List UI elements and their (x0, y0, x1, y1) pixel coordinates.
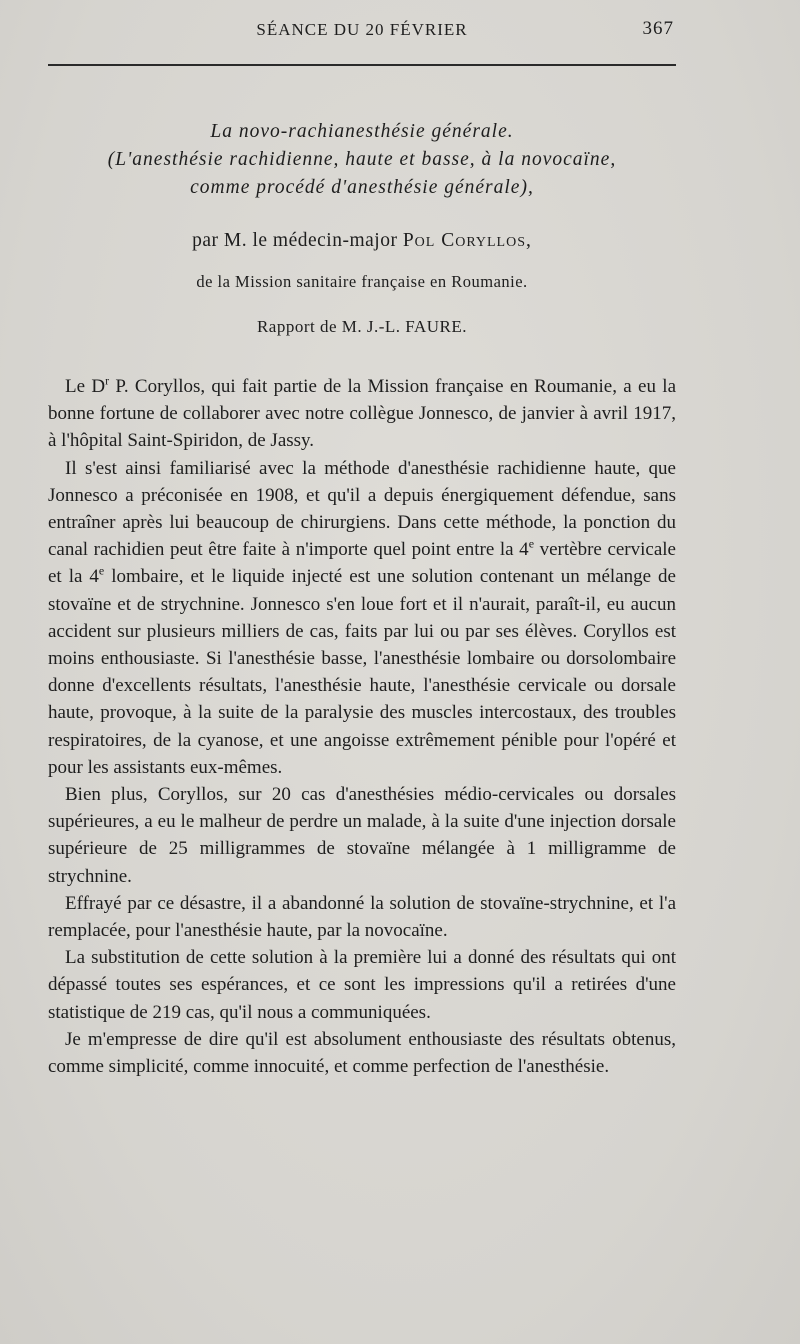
affiliation: de la Mission sanitaire française en Roumanie. (196, 272, 528, 291)
paragraph-6: Je m'empresse de dire qu'il est absolument enthousiaste des résultats obtenus, comme simplicité, comme innocuité, et comme perfection de l'anesthésie. (48, 1028, 676, 1078)
paragraph-1 (48, 373, 676, 455)
page-number: 367 (642, 18, 674, 39)
header-rule (48, 64, 676, 66)
p1-before: Le D (65, 376, 106, 397)
p2-part2: vertèbre cervicale et la 4 (48, 539, 676, 588)
running-title: SÉANCE DU 20 FÉVRIER (256, 20, 468, 39)
p2-sup1: e (528, 536, 535, 551)
title-line-1: La novo-rachianesthésie générale. (210, 121, 514, 142)
author-name: Pol Coryllos, (402, 230, 532, 251)
paragraph-4: Effrayé par ce désastre, il a abandonné la solution de stovaïne-strychnine, et l'a remplacée, pour l'anesthésie haute, par la novocaïne. (48, 892, 676, 942)
author-prefix: par M. le médecin-major (192, 230, 403, 251)
p1-sup: r (105, 373, 110, 388)
paragraph-2 (48, 455, 676, 781)
title-line-3: comme procédé d'anesthésie générale), (190, 177, 534, 198)
article-title (48, 118, 676, 202)
author-line (48, 230, 676, 252)
rapport-line: Rapport de M. J.-L. FAURE. (256, 317, 468, 336)
body-text (48, 373, 676, 1080)
p1-after: P. Coryllos, qui fait partie de la Mission française en Roumanie, a eu la bonne fortune de collaborer avec notre collègue Jonnesco, de janvier à avril 1917, à l'hôpital Saint-Spiridon, de Jassy. (48, 376, 677, 452)
running-header (48, 18, 676, 46)
paragraph-3: Bien plus, Coryllos, sur 20 cas d'anesthésies médio-cervicales ou dorsales supérieures, a eu le malheur de perdre un malade, à la suite d'une injection dorsale supérieure de 25 milligrammes de stovaïne mélangée à 1 milligramme de strychnine. (48, 784, 676, 887)
title-line-2: (L'anesthésie rachidienne, haute et basse, à la novocaïne, (107, 149, 617, 170)
paragraph-5: La substitution de cette solution à la première lui a donné des résultats qui ont dépassé toutes ses espérances, et ce sont les impressions qu'il a retirées d'une statistique de 219 cas, qu'il nous a communiquées. (48, 947, 676, 1023)
p2-sup2: e (98, 564, 105, 579)
p2-part3: lombaire, et le liquide injecté est une solution contenant un mélange de stovaïne et de strychnine. Jonnesco s'en loue fort et il n'aurait, paraît-il, eu aucun accident sur plusieurs milliers de cas, faits par lui ou par ses élèves. Coryllos est moins enthousiaste. Si l'anesthésie basse, l'anesthésie lombaire ou dorsolombaire donne d'excellents résultats, l'anesthésie haute, l'anesthésie cervicale ou dorsale haute, provoque, à la suite de la paralysie des muscles intercostaux, des troubles respiratoires, de la cyanose, et une angoisse extrêmement pénible pour l'opéré et pour les assistants eux-mêmes. (48, 566, 676, 778)
p2-part1: Il s'est ainsi familiarisé avec la méthode d'anesthésie rachidienne haute, que Jonnesco a préconisée en 1908, et qu'il a depuis énergiquement défendue, sans entraîner après lui beaucoup de chirurgiens. Dans cette méthode, la ponction du canal rachidien peut être faite à n'importe quel point entre la 4 (48, 457, 676, 561)
